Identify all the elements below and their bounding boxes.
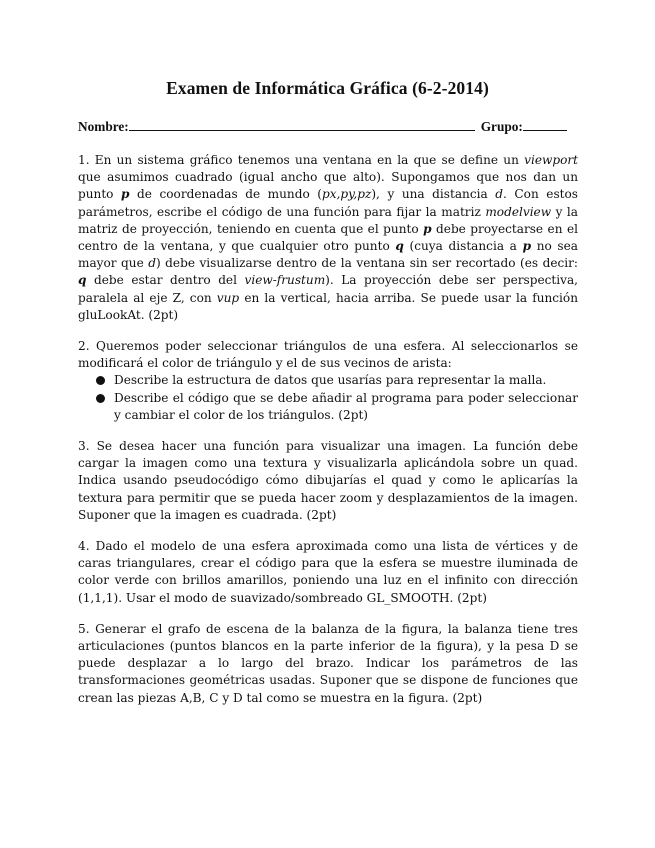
group-field-line [523, 118, 567, 131]
question-5-text: 5. Generar el grafo de escena de la balanza de la figura, la balanza tiene tres articulaciones (puntos blancos en la parte inferior de la figura), y la pesa D se puede desplazar a lo largo del brazo. Indicar los parámetros de las transformaciones geométricas usadas. Suponer que se dispone de funciones que crean las piezas A,B, C y D tal como se muestra en la figura. (2pt) [78, 621, 578, 705]
name-label: Nombre: [78, 119, 129, 134]
question-4-text: 4. Dado el modelo de una esfera aproximada como una lista de vértices y de caras triangulares, crear el código para que la esfera se muestre iluminada de color verde con brillos amarillos, poniendo una luz en el infinito con dirección (1,1,1). Usar el modo de suavizado/sombreado GL_SMOOTH. (2pt) [78, 539, 578, 605]
bullet-icon [96, 376, 105, 385]
name-group-row [78, 118, 568, 135]
name-field-line [129, 118, 475, 131]
question-2 [78, 338, 578, 424]
question-1 [78, 152, 578, 324]
question-5 [78, 621, 578, 707]
question-3 [78, 438, 578, 524]
question-1-text: 1. En un sistema gráfico tenemos una ventana en la que se define un viewport que asumimos cuadrado (igual ancho que alto). Supongamos que nos dan un punto p de coordenadas de mundo (px,py,pz), y una distancia d. Con estos parámetros, escribe el código de una función para fijar la matriz modelview y la matriz de proyección, teniendo en cuenta que el punto p debe proyectarse en el centro de la ventana, y que cualquier otro punto q (cuya distancia a p no sea mayor que d) debe visualizarse dentro de la ventana sin ser recortado (es decir: q debe estar dentro del view-frustum). La proyección debe ser perspectiva, paralela al eje Z, con vup en la vertical, hacia arriba. Se puede usar la función gluLookAt. (2pt) [78, 153, 578, 322]
question-2-bullets [78, 372, 578, 424]
exam-title: Examen de Informática Gráfica (6-2-2014) [166, 78, 489, 98]
group-label: Grupo: [480, 119, 523, 134]
questions-list [78, 152, 578, 721]
question-4 [78, 538, 578, 607]
bullet-icon [96, 394, 105, 403]
list-item: Describe el código que se debe añadir al programa para poder seleccionar y cambiar el color de los triángulos. (2pt) [96, 390, 578, 424]
question-2-intro: 2. Queremos poder seleccionar triángulos de una esfera. Al seleccionarlos se modificará el color de triángulo y el de sus vecinos de arista: [78, 339, 578, 371]
list-item: Describe la estructura de datos que usarías para representar la malla. [96, 372, 578, 389]
question-3-text: 3. Se desea hacer una función para visualizar una imagen. La función debe cargar la imagen como una textura y visualizarla aplicándola sobre un quad. Indica usando pseudocódigo cómo dibujarías el quad y como le aplicarías la textura para permitir que se pueda hacer zoom y desplazamientos de la imagen. Suponer que la imagen es cuadrada. (2pt) [78, 439, 578, 522]
